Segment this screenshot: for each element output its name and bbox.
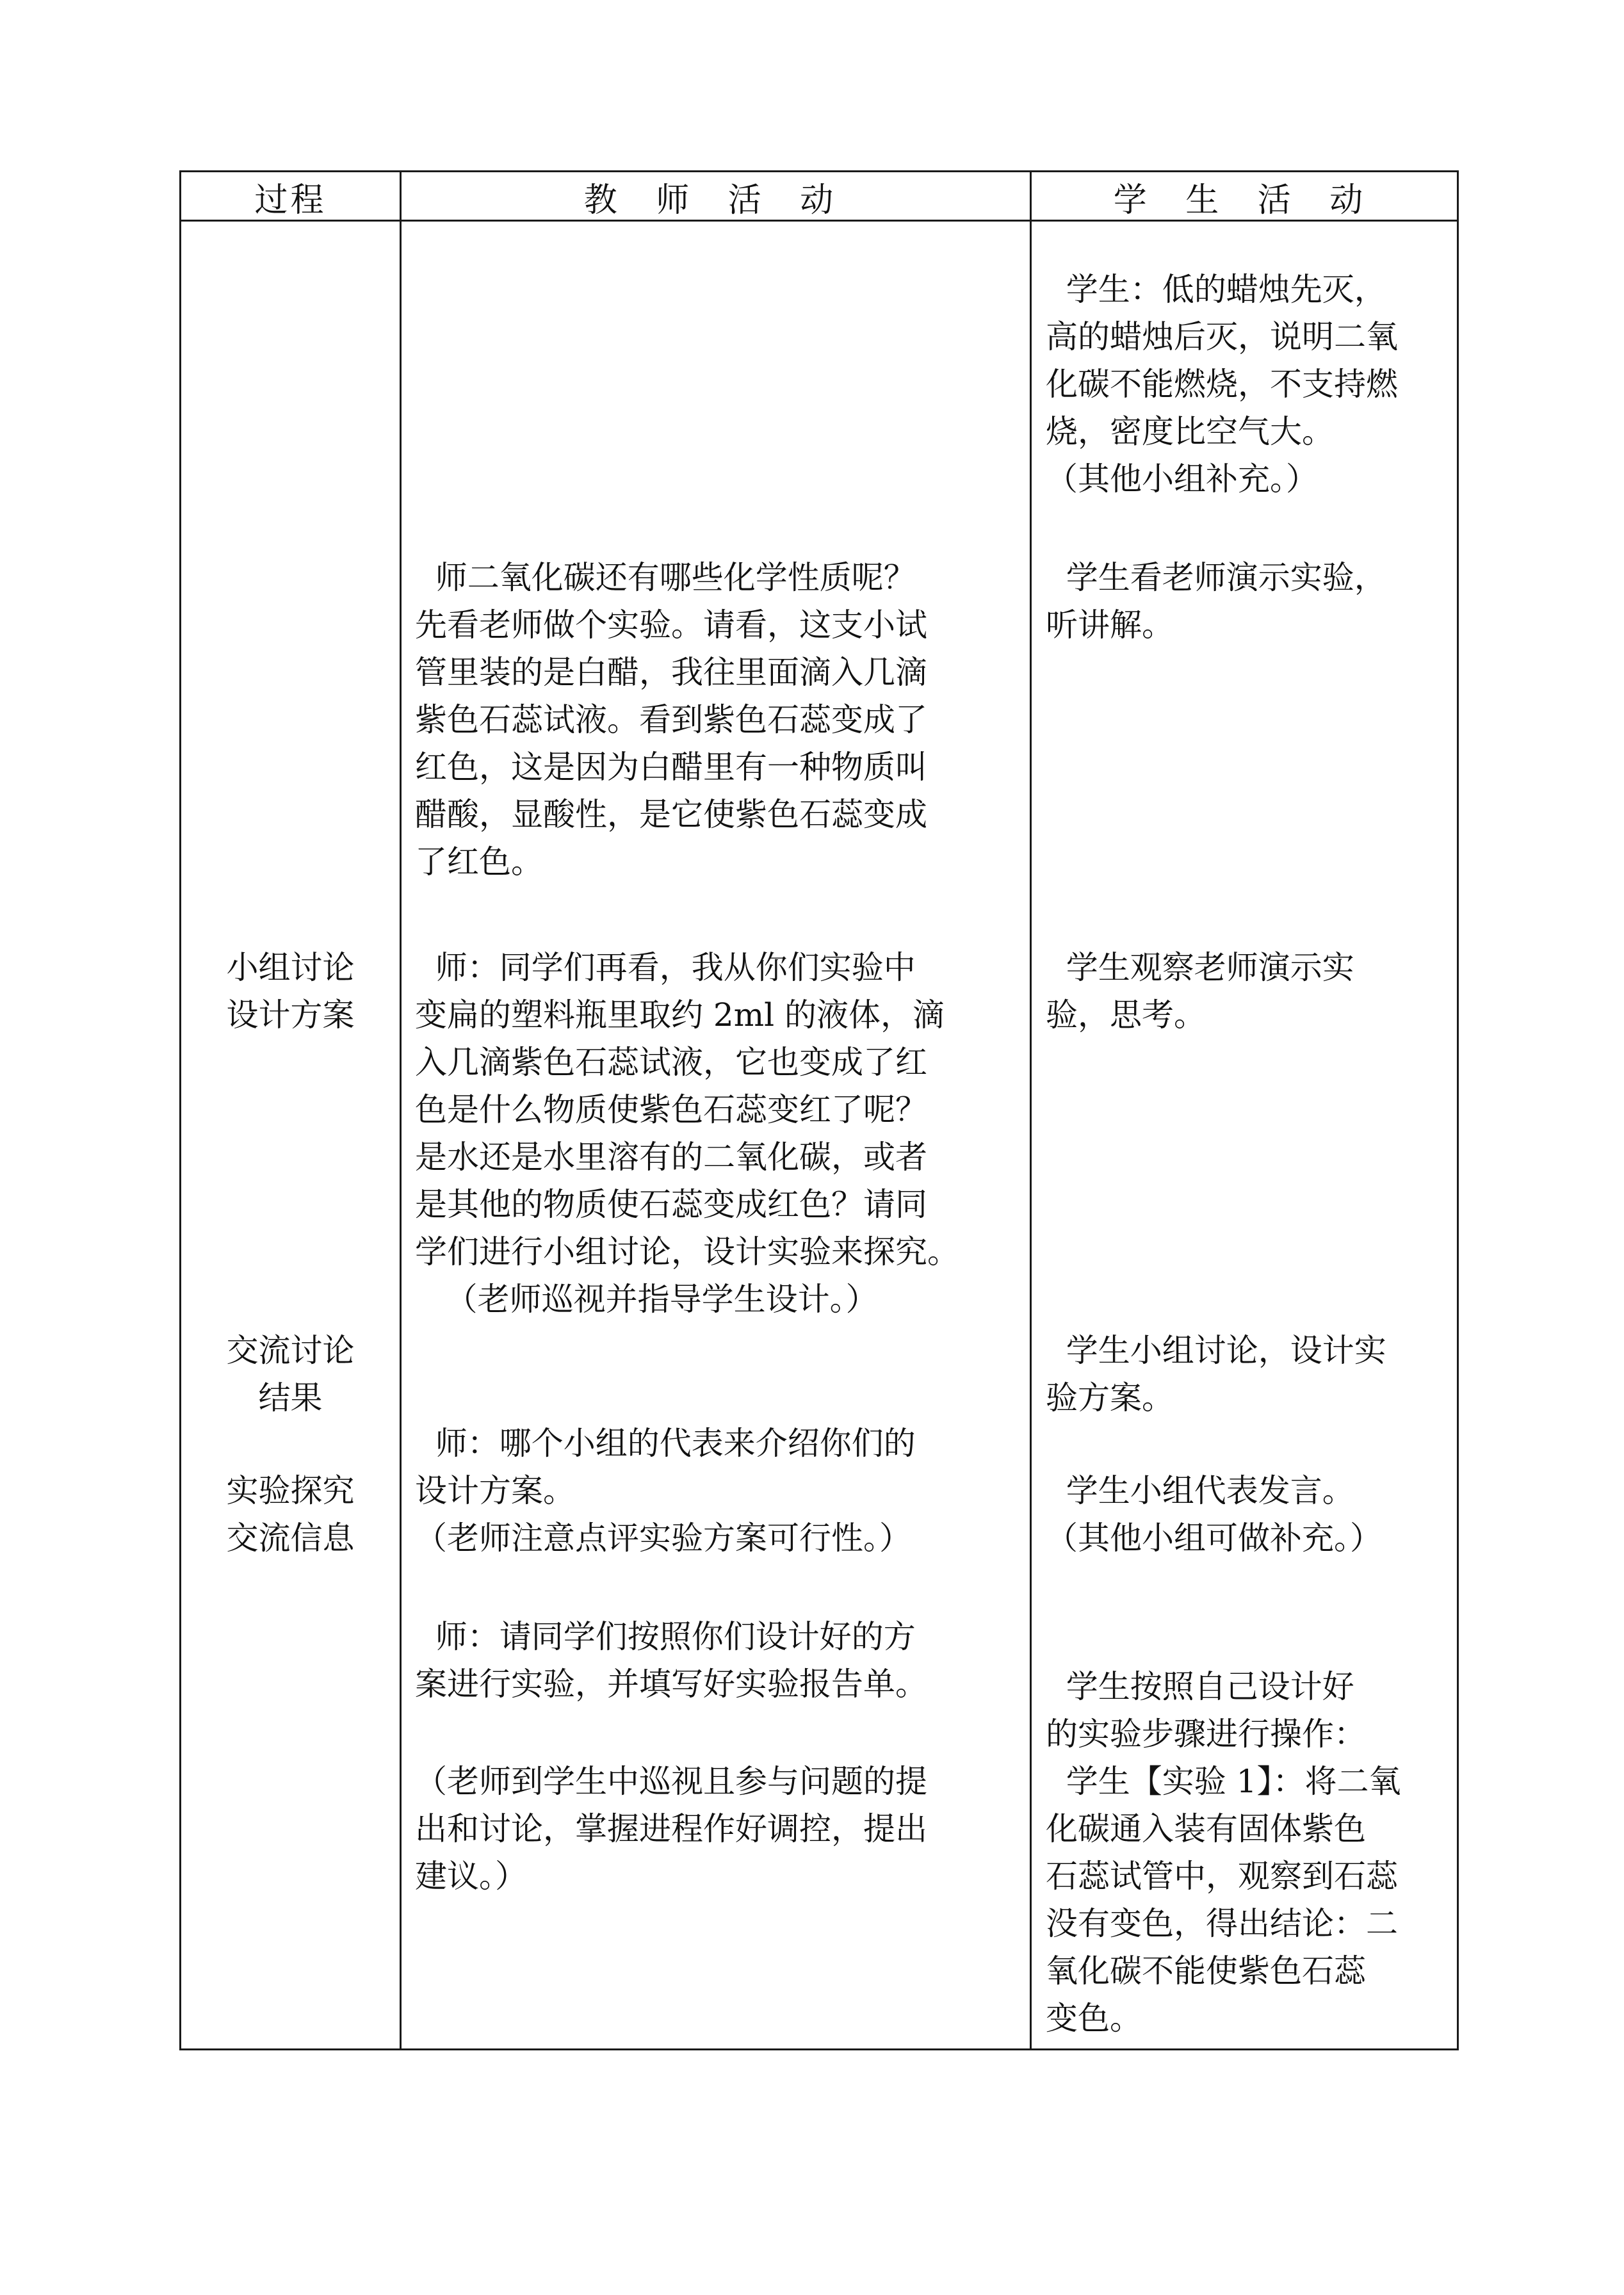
text-line: 管里装的是白醋，我往里面滴入几滴 xyxy=(415,654,927,691)
text-line: 学生小组代表发言。 xyxy=(1046,1472,1354,1509)
student-paragraph xyxy=(1046,1663,1401,2042)
text-line: 出和讨论，掌握进程作好调控，提出 xyxy=(415,1810,927,1847)
text-line: 交流讨论 xyxy=(226,1332,355,1369)
text-line: 红色，这是因为白醋里有一种物质叫 xyxy=(415,749,927,786)
teacher-paragraph xyxy=(415,1758,927,1900)
text-line: 设计方案 xyxy=(226,996,355,1034)
student-paragraph xyxy=(1046,944,1354,1039)
text-line: 验，思考。 xyxy=(1046,996,1206,1034)
text-line: 的实验步骤进行操作： xyxy=(1046,1715,1366,1753)
text-line: （老师巡视并指导学生设计。） xyxy=(415,1281,878,1318)
text-line: 验方案。 xyxy=(1046,1379,1174,1416)
text-line: （其他小组可做补充。） xyxy=(1046,1520,1382,1557)
text-line: 学生观察老师演示实 xyxy=(1046,949,1354,986)
text-line: 学生看老师演示实验， xyxy=(1046,559,1386,596)
text-line: 化碳不能燃烧，不支持燃 xyxy=(1046,366,1398,403)
text-line: 学生【实验 1】：将二氧 xyxy=(1046,1763,1401,1800)
text-line: 结果 xyxy=(258,1379,323,1416)
header-student-activity: 学 生 活 动 xyxy=(1113,181,1377,220)
text-line: 建议。） xyxy=(415,1858,527,1895)
text-line: 师：同学们再看，我从你们实验中 xyxy=(415,949,916,986)
text-line: 案进行实验，并填写好实验报告单。 xyxy=(415,1666,927,1703)
text-line: 紫色石蕊试液。看到紫色石蕊变成了 xyxy=(415,701,927,738)
text-line: 入几滴紫色石蕊试液，它也变成了红 xyxy=(415,1044,927,1081)
text-line: （其他小组补充。） xyxy=(1046,460,1318,498)
text-line: （老师到学生中巡视且参与问题的提 xyxy=(415,1763,927,1800)
text-line: 学生：低的蜡烛先灭， xyxy=(1046,271,1386,308)
text-line: 师：请同学们按照你们设计好的方 xyxy=(415,1618,916,1655)
text-line: 烧，密度比空气大。 xyxy=(1046,413,1334,450)
text-line: 小组讨论 xyxy=(226,949,355,986)
text-line: 学们进行小组讨论，设计实验来探究。 xyxy=(415,1233,959,1270)
teacher-paragraph xyxy=(415,1613,927,1708)
text-line: 氧化碳不能使紫色石蕊 xyxy=(1046,1952,1366,1990)
column-divider-2 xyxy=(1030,172,1032,2048)
text-line: 了红色。 xyxy=(415,843,543,880)
lesson-table xyxy=(179,170,1459,2050)
text-line: 没有变色，得出结论：二 xyxy=(1046,1905,1398,1942)
text-line: 设计方案。 xyxy=(415,1472,575,1509)
text-line: 实验探究 xyxy=(226,1472,355,1509)
text-line: 学生按照自己设计好 xyxy=(1046,1668,1354,1705)
student-paragraph xyxy=(1046,266,1398,503)
text-line: 学生小组讨论，设计实 xyxy=(1046,1332,1386,1369)
process-cell xyxy=(181,1467,400,1562)
text-line: 变色。 xyxy=(1046,2000,1142,2037)
teacher-paragraph xyxy=(415,1420,916,1562)
text-line: 师：哪个小组的代表来介绍你们的 xyxy=(415,1425,916,1462)
teacher-paragraph xyxy=(415,554,927,886)
text-line: 听讲解。 xyxy=(1046,606,1174,644)
text-line: 交流信息 xyxy=(226,1520,355,1557)
process-cell xyxy=(181,944,400,1039)
text-line: 化碳通入装有固体紫色 xyxy=(1046,1810,1366,1847)
text-line: 是水还是水里溶有的二氧化碳，或者 xyxy=(415,1139,927,1176)
student-paragraph xyxy=(1046,1467,1382,1562)
text-line: 醋酸，显酸性，是它使紫色石蕊变成 xyxy=(415,796,927,833)
student-paragraph xyxy=(1046,1327,1386,1422)
text-line: 色是什么物质使紫色石蕊变红了呢？ xyxy=(415,1091,927,1128)
text-line: 变扁的塑料瓶里取约 2ml 的液体，滴 xyxy=(415,996,945,1034)
text-line: 先看老师做个实验。请看，这支小试 xyxy=(415,606,927,644)
process-cell xyxy=(181,1327,400,1422)
text-line: 高的蜡烛后灭，说明二氧 xyxy=(1046,318,1398,355)
column-divider-1 xyxy=(400,172,402,2048)
text-line: （老师注意点评实验方案可行性。） xyxy=(415,1520,911,1557)
text-line: 师二氧化碳还有哪些化学性质呢？ xyxy=(415,559,916,596)
header-process: 过程 xyxy=(254,181,327,220)
teacher-paragraph xyxy=(415,944,959,1323)
header-teacher-activity: 教 师 活 动 xyxy=(583,181,848,220)
student-paragraph xyxy=(1046,554,1386,649)
text-line: 石蕊试管中，观察到石蕊 xyxy=(1046,1858,1398,1895)
text-line: 是其他的物质使石蕊变成红色？请同 xyxy=(415,1186,927,1223)
